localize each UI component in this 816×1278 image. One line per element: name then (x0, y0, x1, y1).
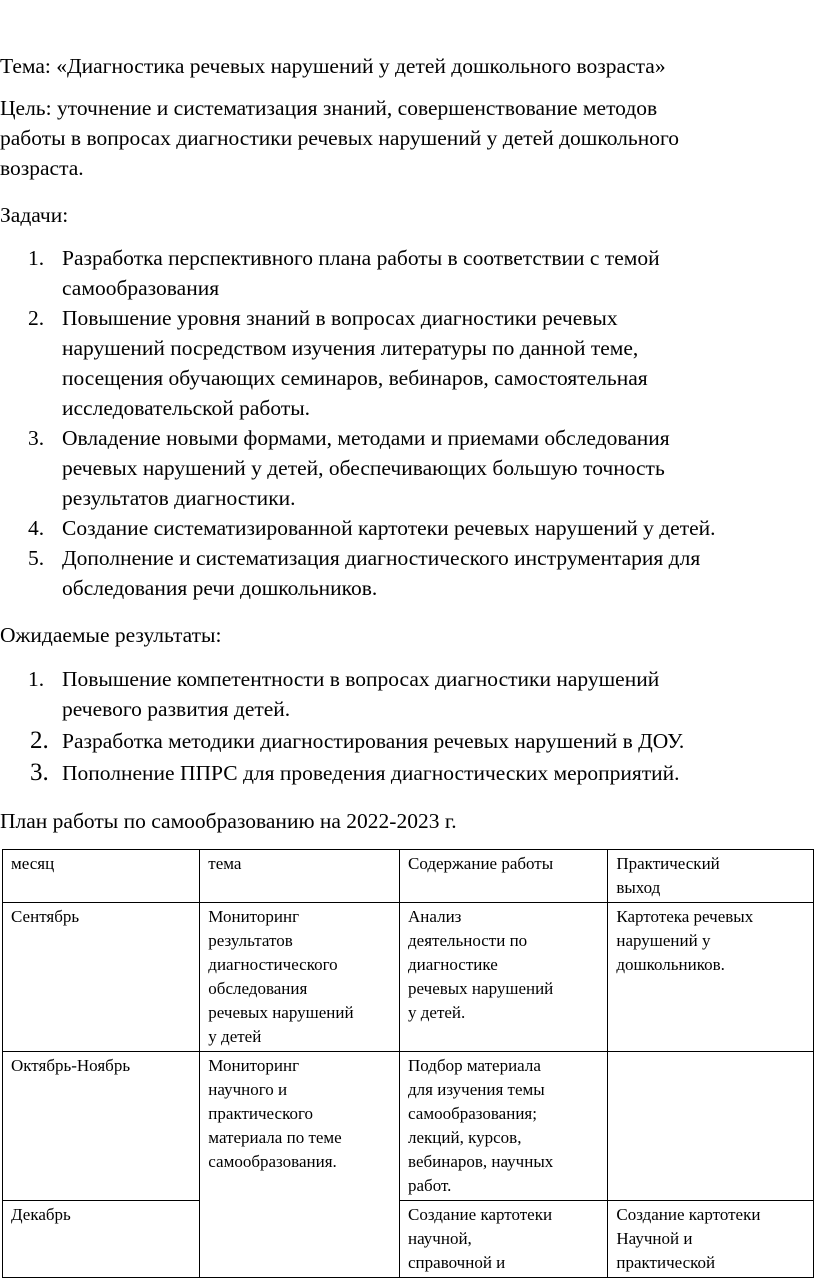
list-number: 4. (28, 516, 45, 540)
column-header: Практический выход (608, 850, 814, 903)
month-cell: Октябрь-Ноябрь (3, 1052, 200, 1201)
list-item-line: Овладение новыми формами, методами и приемами обследования (62, 426, 670, 450)
list-number: 5. (28, 546, 45, 570)
content-cell: Анализ деятельности по диагностике речевых нарушений у детей. (400, 903, 608, 1052)
list-number: 2. (30, 727, 49, 754)
list-number: 3. (30, 759, 49, 786)
tasks-heading: Задачи: (0, 203, 69, 227)
output-cell: Создание картотеки Научной и практической (608, 1201, 814, 1278)
column-header: Содержание работы (400, 850, 608, 903)
plan-heading: План работы по самообразованию на 2022-2023 г. (0, 809, 457, 833)
table-row (3, 1052, 814, 1201)
content-cell: Создание картотеки научной, справочной и (400, 1201, 608, 1278)
document-goal (0, 93, 679, 183)
list-item (0, 303, 716, 423)
table-header-row (3, 850, 814, 903)
list-item (0, 513, 716, 543)
column-header: месяц (3, 850, 200, 903)
results-heading: Ожидаемые результаты: (0, 623, 222, 647)
list-item (0, 726, 684, 756)
list-item (0, 543, 716, 603)
tasks-list (0, 243, 716, 603)
list-item (0, 423, 716, 513)
list-item-line: самообразования (62, 276, 220, 300)
plan-table (2, 849, 814, 1278)
results-list (0, 664, 684, 788)
list-item-line: речевого развития детей. (62, 697, 291, 721)
list-item-line: Создание систематизированной картотеки речевых нарушений у детей. (62, 516, 716, 540)
month-cell: Декабрь (3, 1201, 200, 1278)
list-number: 1. (28, 246, 45, 270)
list-item (0, 243, 716, 303)
list-item (0, 758, 684, 788)
goal-line: работы в вопросах диагностики речевых нарушений у детей дошкольного (0, 126, 679, 150)
output-cell (608, 1052, 814, 1201)
list-item-line: исследовательской работы. (62, 396, 311, 420)
list-item-line: Разработка перспективного плана работы в соответствии с темой (62, 246, 660, 270)
list-number: 2. (28, 306, 45, 330)
list-item-line: Повышение компетентности в вопросах диагностики нарушений (62, 667, 660, 691)
list-number: 3. (28, 426, 45, 450)
theme-cell: Мониторинг научного и практического материала по теме самообразования. (200, 1052, 400, 1278)
list-item-line: Дополнение и систематизация диагностического инструментария для (62, 546, 701, 570)
list-item-line: обследования речи дошкольников. (62, 576, 378, 600)
document-topic: Тема: «Диагностика речевых нарушений у детей дошкольного возраста» (0, 54, 666, 78)
list-item-line: Разработка методики диагностирования речевых нарушений в ДОУ. (62, 729, 685, 753)
column-header: тема (200, 850, 400, 903)
list-item-line: Пополнение ППРС для проведения диагностических мероприятий. (62, 761, 680, 785)
table-row (3, 903, 814, 1052)
month-cell: Сентябрь (3, 903, 200, 1052)
list-number: 1. (28, 667, 45, 691)
goal-line: Цель: уточнение и систематизация знаний, совершенствование методов (0, 96, 658, 120)
list-item-line: Повышение уровня знаний в вопросах диагностики речевых (62, 306, 618, 330)
theme-cell: Мониторинг результатов диагностического обследования речевых нарушений у детей (200, 903, 400, 1052)
list-item-line: результатов диагностики. (62, 486, 296, 510)
content-cell: Подбор материала для изучения темы самообразования; лекций, курсов, вебинаров, научных работ. (400, 1052, 608, 1201)
list-item-line: речевых нарушений у детей, обеспечивающих большую точность (62, 456, 665, 480)
list-item-line: посещения обучающих семинаров, вебинаров, самостоятельная (62, 366, 648, 390)
list-item-line: нарушений посредством изучения литературы по данной теме, (62, 336, 639, 360)
goal-line: возраста. (0, 156, 84, 180)
list-item (0, 664, 684, 724)
output-cell: Картотека речевых нарушений у дошкольников. (608, 903, 814, 1052)
